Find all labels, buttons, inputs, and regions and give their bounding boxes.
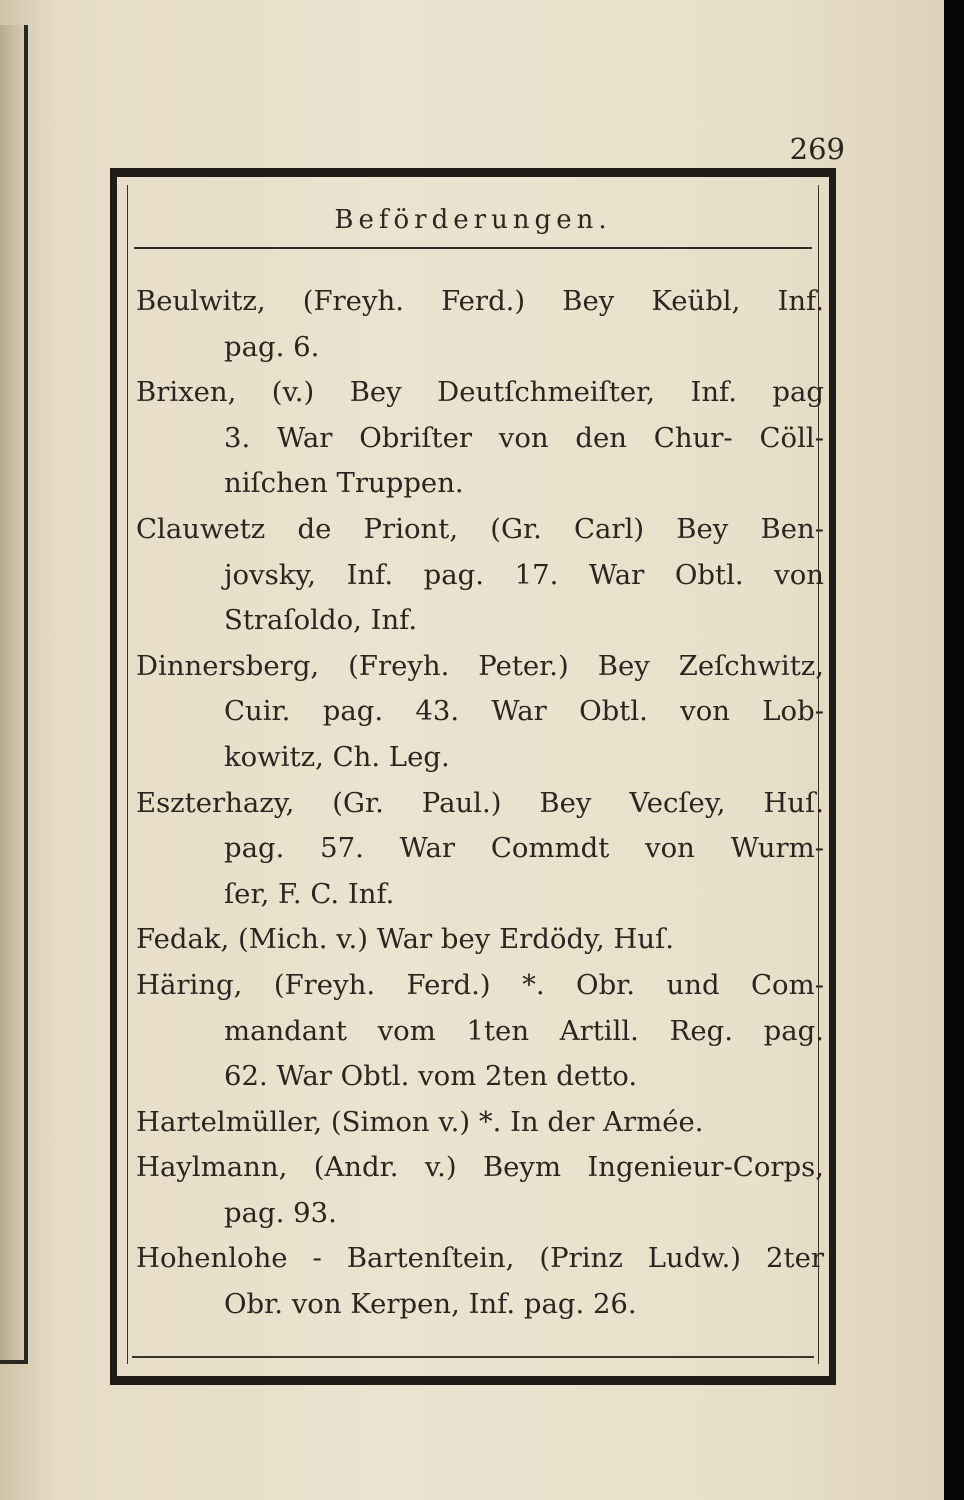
entry-continuation-line: Cuir. pag. 43. War Obtl. von Lob- (224, 695, 824, 728)
entry-headline: Eszterhazy, (Gr. Paul.) Bey Vecſey, Huſ. (136, 786, 824, 819)
entry-continuation-line: Obr. von Kerpen, Inf. pag. 26. (224, 1288, 637, 1321)
title-rule (134, 247, 812, 249)
scan-edge-shadow (944, 0, 964, 1500)
entry-headline: Dinnersberg, (Freyh. Peter.) Bey Zeſchwitz, (136, 649, 824, 682)
entry-continuation-line: ſer, F. C. Inf. (224, 877, 395, 910)
entry (136, 507, 824, 644)
entry-continuation-line: jovsky, Inf. pag. 17. War Obtl. von (224, 558, 824, 591)
entry (136, 917, 824, 963)
section-title: Beförderungen. (334, 205, 612, 235)
entry (136, 644, 824, 781)
entry-headline: Clauwetz de Priont, (Gr. Carl) Bey Ben- (136, 512, 824, 545)
entry (136, 1100, 824, 1146)
entry-continuation-line: pag. 57. War Commdt von Wurm- (224, 832, 824, 865)
entry-continuation-line: mandant vom 1ten Artill. Reg. pag. (224, 1014, 824, 1047)
entry-continuation-line: kowitz, Ch. Leg. (224, 740, 450, 773)
entry-headline: Fedak, (Mich. v.) War bey Erdödy, Huſ. (136, 923, 675, 956)
entry (136, 279, 824, 370)
entry-continuation-line: 3. War Obriſter von den Chur- Cöll- (224, 421, 824, 454)
entry-continuation-line: niſchen Truppen. (224, 467, 464, 500)
entry-continuation-line: pag. 6. (224, 330, 320, 363)
page-number: 269 (789, 132, 845, 166)
entry (136, 781, 824, 918)
content-frame-inner (127, 185, 824, 1364)
content-frame (110, 168, 836, 1385)
entry-list (136, 279, 824, 1328)
entry-headline: Brixen, (v.) Bey Deutſchmeiſter, Inf. pag (136, 376, 824, 409)
entry-continuation-line: Straſoldo, Inf. (224, 604, 418, 637)
entry-headline: Hartelmüller, (Simon v.) *. In der Armée. (136, 1105, 704, 1138)
entry (136, 370, 824, 507)
previous-page-edge (0, 25, 28, 1364)
entry (136, 1236, 824, 1327)
entry-headline: Beulwitz, (Freyh. Ferd.) Bey Keübl, Inf. (136, 285, 824, 317)
bottom-rule (132, 1356, 814, 1358)
entry (136, 963, 824, 1100)
entry-headline: Haylmann, (Andr. v.) Beym Ingenieur-Corps, (136, 1151, 824, 1184)
entry-continuation-line: 62. War Obtl. vom 2ten detto. (224, 1060, 638, 1093)
entry-continuation-line: pag. 93. (224, 1196, 337, 1229)
entry-headline: Hohenlohe - Bartenſtein, (Prinz Ludw.) 2ter (136, 1242, 824, 1275)
entry (136, 1145, 824, 1236)
entry-headline: Häring, (Freyh. Ferd.) *. Obr. und Com- (136, 968, 824, 1001)
